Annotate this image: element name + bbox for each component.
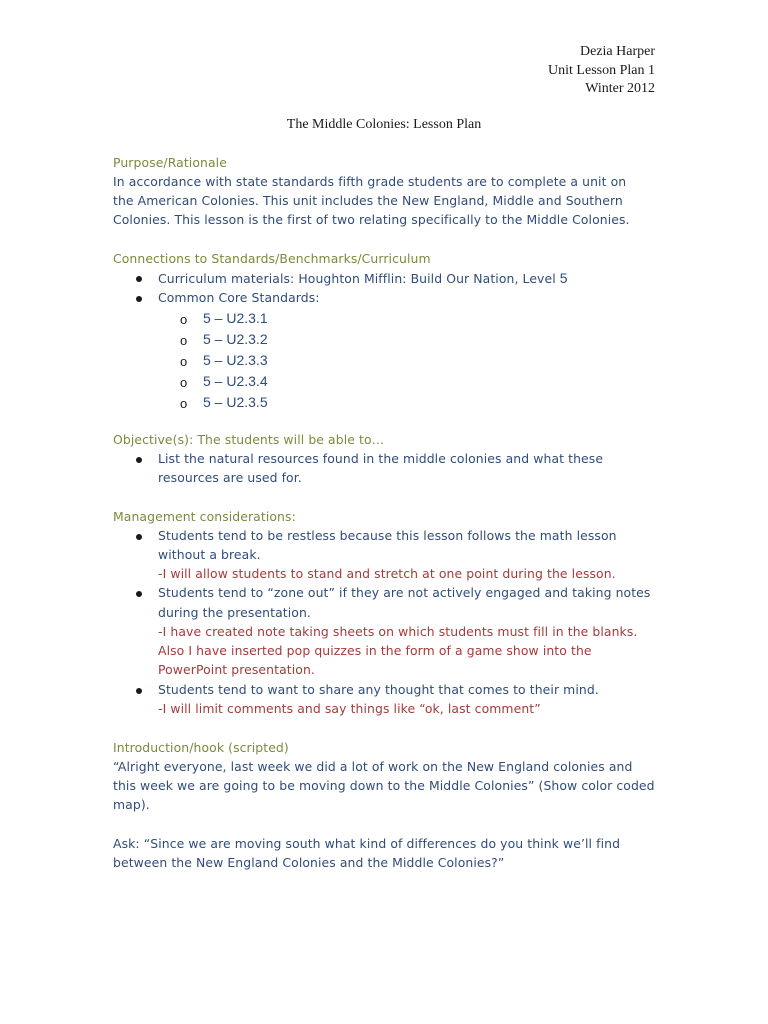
intro-line-1: “Alright everyone, last week we did a lot of work on the New England colonies and — [113, 759, 633, 774]
ask-line-1: Ask: “Since we are moving south what kind of differences do you think we’ll find — [113, 836, 621, 851]
management-item1-line1: Students tend to be restless because this lesson follows the math lesson — [158, 528, 617, 543]
management-item2-line2: during the presentation. — [158, 605, 311, 620]
purpose-line-3: Colonies. This lesson is the first of two relating specifically to the Middle Colonies. — [113, 212, 630, 227]
standard-item: 5 – U2.3.1 — [203, 310, 268, 326]
management-item1-response: -I will allow students to stand and stretch at one point during the lesson. — [158, 566, 616, 581]
sub-bullet-icon: o — [180, 312, 188, 327]
curriculum-level: 5 — [559, 270, 568, 286]
page-title: The Middle Colonies: Lesson Plan — [286, 117, 482, 132]
sub-bullet-icon: o — [180, 354, 188, 369]
bullet-icon — [136, 591, 142, 597]
standard-item: 5 – U2.3.4 — [203, 373, 268, 389]
common-core-label: Common Core Standards: — [158, 290, 320, 305]
management-heading: Management considerations: — [113, 509, 296, 524]
objective-line-1: List the natural resources found in the middle colonies and what these — [158, 451, 604, 466]
plan-label: Unit Lesson Plan 1 — [548, 63, 655, 78]
curriculum-materials-text: Curriculum materials: Houghton Mifflin: Build Our Nation, Level — [158, 271, 560, 286]
sub-bullet-icon: o — [180, 396, 188, 411]
curriculum-materials — [158, 270, 568, 286]
standard-item: 5 – U2.3.2 — [203, 331, 268, 347]
management-item2-response-line3: PowerPoint presentation. — [158, 662, 315, 677]
purpose-line-2: the American Colonies. This unit includes the New England, Middle and Southern — [113, 193, 623, 208]
bullet-icon — [136, 296, 142, 302]
management-item2-response-line2: Also I have inserted pop quizzes in the form of a game show into the — [158, 643, 592, 658]
ask-line-2: between the New England Colonies and the Middle Colonies?” — [113, 855, 505, 870]
bullet-icon — [136, 276, 142, 282]
intro-line-2: this week we are going to be moving down to the Middle Colonies” (Show color coded — [113, 778, 655, 793]
management-item2-response-line1: -I have created note taking sheets on which students must fill in the blanks. — [158, 624, 638, 639]
sub-bullet-icon: o — [180, 333, 188, 348]
intro-heading: Introduction/hook (scripted) — [113, 740, 289, 755]
purpose-heading: Purpose/Rationale — [113, 155, 227, 170]
objectives-heading: Objective(s): The students will be able to… — [113, 432, 385, 447]
term-label: Winter 2012 — [585, 81, 655, 96]
bullet-icon — [136, 534, 142, 540]
bullet-icon — [136, 457, 142, 463]
management-item3-response: -I will limit comments and say things like “ok, last comment” — [158, 701, 541, 716]
standard-item: 5 – U2.3.5 — [203, 394, 268, 410]
management-item3-line1: Students tend to want to share any thought that comes to their mind. — [158, 682, 599, 697]
purpose-line-1: In accordance with state standards fifth grade students are to complete a unit on — [113, 174, 627, 189]
bullet-icon — [136, 688, 142, 694]
management-item1-line2: without a break. — [158, 547, 261, 562]
author-name: Dezia Harper — [579, 44, 655, 59]
objective-line-2: resources are used for. — [158, 470, 302, 485]
sub-bullet-icon: o — [180, 375, 188, 390]
management-item2-line1: Students tend to “zone out” if they are not actively engaged and taking notes — [158, 585, 651, 600]
connections-heading: Connections to Standards/Benchmarks/Curriculum — [113, 251, 431, 266]
intro-line-3: map). — [113, 797, 150, 812]
standard-item: 5 – U2.3.3 — [203, 352, 268, 368]
